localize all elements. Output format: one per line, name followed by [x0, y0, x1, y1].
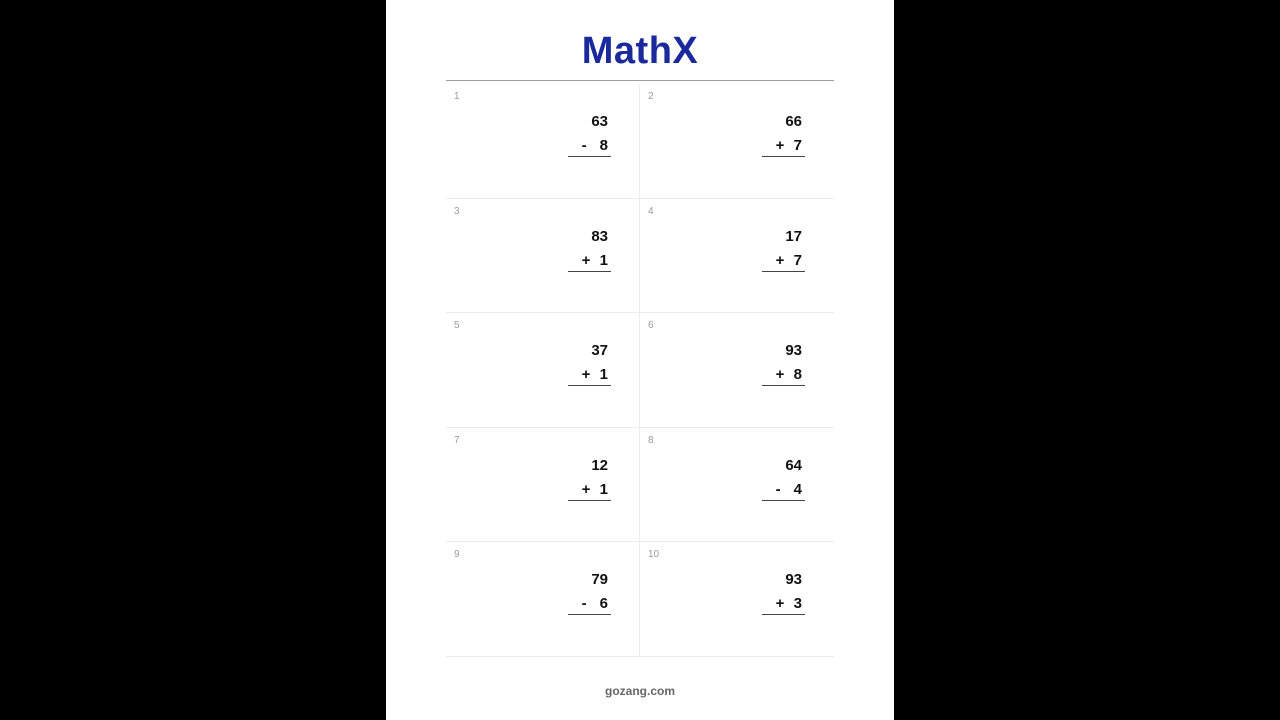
problem-cell [640, 313, 834, 428]
problem-number: 10 [648, 549, 660, 561]
problem [568, 341, 611, 386]
operator: - [775, 480, 781, 498]
bottom-operand: 1 [599, 480, 608, 498]
answer-line [568, 365, 611, 386]
problem-number: 9 [454, 549, 460, 561]
top-operand: 12 [591, 456, 608, 474]
answer-line [568, 594, 611, 615]
bottom-operand: 8 [599, 137, 608, 154]
problem-number: 4 [648, 205, 654, 217]
problem-cell [446, 313, 640, 428]
operator: + [581, 251, 591, 269]
top-operand: 79 [591, 571, 608, 589]
answer-line [762, 251, 805, 272]
bottom-operand: 7 [793, 137, 802, 154]
answer-line [762, 480, 805, 501]
problem [568, 112, 611, 157]
top-operand: 17 [785, 227, 802, 245]
title-divider [446, 80, 834, 81]
bottom-operand: 8 [793, 366, 802, 384]
top-operand: 63 [591, 113, 608, 130]
bottom-operand: 4 [793, 480, 802, 498]
problem-number: 5 [454, 320, 460, 332]
bottom-operand: 3 [793, 595, 802, 613]
bottom-operand: 1 [599, 366, 608, 384]
answer-line [762, 365, 805, 386]
problem [762, 227, 805, 272]
problem-number: 3 [454, 205, 460, 217]
problem-number: 1 [454, 91, 460, 102]
problem-number: 2 [648, 91, 654, 102]
problem-cell [446, 84, 640, 199]
operator: + [775, 251, 785, 269]
operator: + [581, 480, 591, 498]
answer-line [762, 136, 805, 157]
bottom-operand: 6 [599, 595, 608, 613]
bottom-operand: 7 [793, 251, 802, 269]
problem [762, 341, 805, 386]
operator: + [775, 137, 785, 154]
operator: + [775, 366, 785, 384]
top-operand: 37 [591, 342, 608, 360]
problem-cell [640, 199, 834, 314]
problem-cell [446, 428, 640, 543]
problem [762, 570, 805, 615]
top-operand: 66 [785, 113, 802, 130]
problem [568, 227, 611, 272]
bottom-operand: 1 [599, 251, 608, 269]
problem-cell [640, 542, 834, 657]
worksheet-page [386, 0, 894, 720]
problem [762, 456, 805, 501]
problem [568, 456, 611, 501]
top-operand: 93 [785, 342, 802, 360]
answer-line [568, 251, 611, 272]
answer-line [568, 480, 611, 501]
footer-site-url: gozang.com [604, 684, 675, 698]
top-operand: 64 [785, 456, 802, 474]
problem-number: 8 [648, 434, 654, 446]
problem-grid [446, 84, 834, 657]
problem-cell [446, 199, 640, 314]
problem-cell [446, 542, 640, 657]
operator: + [775, 595, 785, 613]
problem-cell [640, 428, 834, 543]
problem-cell [640, 84, 834, 199]
operator: - [581, 595, 587, 613]
operator: - [581, 137, 587, 154]
problem [762, 112, 805, 157]
top-operand: 93 [785, 571, 802, 589]
problem [568, 570, 611, 615]
top-operand: 83 [591, 227, 608, 245]
answer-line [568, 136, 611, 157]
page-title: MathX [581, 30, 699, 72]
problem-number: 6 [648, 320, 654, 332]
operator: + [581, 366, 591, 384]
problem-number: 7 [454, 434, 460, 446]
answer-line [762, 594, 805, 615]
